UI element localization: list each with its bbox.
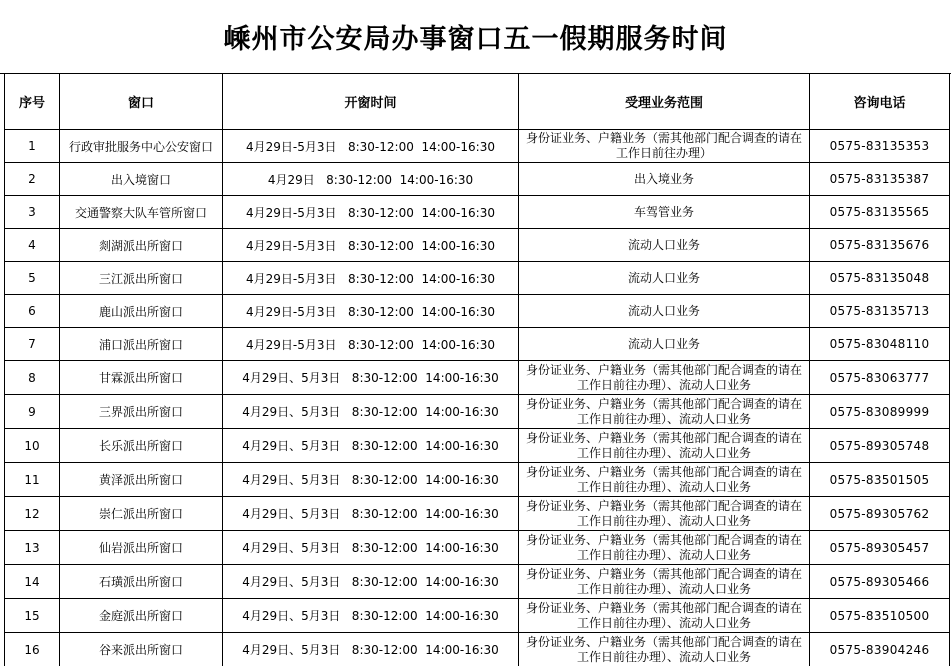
cell-phone[interactable]: 0575-83501505: [810, 463, 950, 497]
cell-window[interactable]: 黄泽派出所窗口: [60, 463, 223, 497]
cell-scope[interactable]: 身份证业务、户籍业务（需其他部门配合调查的请在工作日前往办理）、流动人口业务: [519, 565, 810, 599]
cell-scope[interactable]: 身份证业务、户籍业务（需其他部门配合调查的请在工作日前往办理）、流动人口业务: [519, 497, 810, 531]
cell-index[interactable]: 7: [5, 328, 60, 361]
cell-phone[interactable]: 0575-83135353: [810, 130, 950, 163]
cell-phone[interactable]: 0575-83135676: [810, 229, 950, 262]
cell-hours[interactable]: 4月29日、5月3日 8:30-12:00 14:00-16:30: [223, 531, 519, 565]
table-row: [5, 463, 950, 497]
table-row: [5, 531, 950, 565]
cell-hours[interactable]: 4月29日-5月3日 8:30-12:00 14:00-16:30: [223, 196, 519, 229]
cell-index[interactable]: 8: [5, 361, 60, 395]
cell-scope[interactable]: 流动人口业务: [519, 295, 810, 328]
table-body: [5, 130, 950, 666]
cell-phone[interactable]: 0575-83510500: [810, 599, 950, 633]
table-row: [5, 565, 950, 599]
cell-scope[interactable]: 身份证业务、户籍业务（需其他部门配合调查的请在工作日前往办理）、流动人口业务: [519, 463, 810, 497]
cell-scope[interactable]: 身份证业务、户籍业务（需其他部门配合调查的请在工作日前往办理）、流动人口业务: [519, 633, 810, 666]
cell-window[interactable]: 金庭派出所窗口: [60, 599, 223, 633]
cell-scope[interactable]: 身份证业务、户籍业务（需其他部门配合调查的请在工作日前往办理）、流动人口业务: [519, 395, 810, 429]
header-window[interactable]: 窗口: [60, 74, 223, 130]
cell-window[interactable]: 出入境窗口: [60, 163, 223, 196]
cell-window[interactable]: 浦口派出所窗口: [60, 328, 223, 361]
cell-window[interactable]: 仙岩派出所窗口: [60, 531, 223, 565]
table-row: [5, 196, 950, 229]
cell-scope[interactable]: 身份证业务、户籍业务（需其他部门配合调查的请在工作日前往办理）、流动人口业务: [519, 361, 810, 395]
cell-window[interactable]: 交通警察大队车管所窗口: [60, 196, 223, 229]
cell-phone[interactable]: 0575-89305762: [810, 497, 950, 531]
cell-hours[interactable]: 4月29日-5月3日 8:30-12:00 14:00-16:30: [223, 295, 519, 328]
sheet-title: 嵊州市公安局办事窗口五一假期服务时间: [0, 0, 951, 74]
cell-hours[interactable]: 4月29日、5月3日 8:30-12:00 14:00-16:30: [223, 395, 519, 429]
cell-window[interactable]: 鹿山派出所窗口: [60, 295, 223, 328]
cell-window[interactable]: 行政审批服务中心公安窗口: [60, 130, 223, 163]
table-row: [5, 163, 950, 196]
cell-hours[interactable]: 4月29日-5月3日 8:30-12:00 14:00-16:30: [223, 328, 519, 361]
table-row: [5, 361, 950, 395]
cell-scope[interactable]: 身份证业务、户籍业务（需其他部门配合调查的请在工作日前往办理）、流动人口业务: [519, 531, 810, 565]
cell-scope[interactable]: 出入境业务: [519, 163, 810, 196]
cell-hours[interactable]: 4月29日、5月3日 8:30-12:00 14:00-16:30: [223, 429, 519, 463]
cell-index[interactable]: 16: [5, 633, 60, 666]
cell-hours[interactable]: 4月29日、5月3日 8:30-12:00 14:00-16:30: [223, 599, 519, 633]
cell-hours[interactable]: 4月29日、5月3日 8:30-12:00 14:00-16:30: [223, 361, 519, 395]
header-hours[interactable]: 开窗时间: [223, 74, 519, 130]
cell-scope[interactable]: 身份证业务、户籍业务（需其他部门配合调查的请在工作日前往办理）、流动人口业务: [519, 429, 810, 463]
cell-index[interactable]: 11: [5, 463, 60, 497]
cell-hours[interactable]: 4月29日、5月3日 8:30-12:00 14:00-16:30: [223, 633, 519, 666]
header-row: [5, 74, 950, 130]
table-row: [5, 328, 950, 361]
cell-index[interactable]: 9: [5, 395, 60, 429]
cell-scope[interactable]: 身份证业务、户籍业务（需其他部门配合调查的请在工作日前往办理）、流动人口业务: [519, 599, 810, 633]
table-row: [5, 599, 950, 633]
cell-index[interactable]: 14: [5, 565, 60, 599]
cell-phone[interactable]: 0575-83089999: [810, 395, 950, 429]
cell-phone[interactable]: 0575-89305748: [810, 429, 950, 463]
cell-index[interactable]: 6: [5, 295, 60, 328]
cell-window[interactable]: 崇仁派出所窗口: [60, 497, 223, 531]
cell-scope[interactable]: 流动人口业务: [519, 262, 810, 295]
cell-scope[interactable]: 流动人口业务: [519, 328, 810, 361]
cell-phone[interactable]: 0575-89305457: [810, 531, 950, 565]
cell-hours[interactable]: 4月29日、5月3日 8:30-12:00 14:00-16:30: [223, 463, 519, 497]
header-index[interactable]: 序号: [5, 74, 60, 130]
cell-phone[interactable]: 0575-83135387: [810, 163, 950, 196]
cell-hours[interactable]: 4月29日-5月3日 8:30-12:00 14:00-16:30: [223, 130, 519, 163]
table-row: [5, 633, 950, 666]
cell-window[interactable]: 谷来派出所窗口: [60, 633, 223, 666]
header-phone[interactable]: 咨询电话: [810, 74, 950, 130]
table-row: [5, 229, 950, 262]
table-row: [5, 262, 950, 295]
cell-index[interactable]: 10: [5, 429, 60, 463]
cell-phone[interactable]: 0575-83135048: [810, 262, 950, 295]
cell-index[interactable]: 1: [5, 130, 60, 163]
cell-index[interactable]: 3: [5, 196, 60, 229]
cell-phone[interactable]: 0575-83048110: [810, 328, 950, 361]
cell-window[interactable]: 长乐派出所窗口: [60, 429, 223, 463]
cell-index[interactable]: 2: [5, 163, 60, 196]
cell-hours[interactable]: 4月29日-5月3日 8:30-12:00 14:00-16:30: [223, 229, 519, 262]
cell-window[interactable]: 剡湖派出所窗口: [60, 229, 223, 262]
cell-index[interactable]: 5: [5, 262, 60, 295]
cell-phone[interactable]: 0575-83904246: [810, 633, 950, 666]
table-row: [5, 130, 950, 163]
cell-index[interactable]: 4: [5, 229, 60, 262]
cell-window[interactable]: 甘霖派出所窗口: [60, 361, 223, 395]
cell-index[interactable]: 15: [5, 599, 60, 633]
cell-index[interactable]: 13: [5, 531, 60, 565]
table-row: [5, 295, 950, 328]
service-hours-table: [4, 73, 950, 666]
table-row: [5, 429, 950, 463]
cell-window[interactable]: 三江派出所窗口: [60, 262, 223, 295]
cell-window[interactable]: 三界派出所窗口: [60, 395, 223, 429]
cell-phone[interactable]: 0575-89305466: [810, 565, 950, 599]
cell-phone[interactable]: 0575-83135565: [810, 196, 950, 229]
cell-scope[interactable]: 流动人口业务: [519, 229, 810, 262]
table-row: [5, 395, 950, 429]
cell-phone[interactable]: 0575-83063777: [810, 361, 950, 395]
cell-window[interactable]: 石璜派出所窗口: [60, 565, 223, 599]
cell-hours[interactable]: 4月29日-5月3日 8:30-12:00 14:00-16:30: [223, 262, 519, 295]
table-row: [5, 497, 950, 531]
cell-scope[interactable]: 车驾管业务: [519, 196, 810, 229]
cell-index[interactable]: 12: [5, 497, 60, 531]
cell-hours[interactable]: 4月29日、5月3日 8:30-12:00 14:00-16:30: [223, 565, 519, 599]
cell-hours[interactable]: 4月29日 8:30-12:00 14:00-16:30: [223, 163, 519, 196]
cell-phone[interactable]: 0575-83135713: [810, 295, 950, 328]
header-scope[interactable]: 受理业务范围: [519, 74, 810, 130]
cell-hours[interactable]: 4月29日、5月3日 8:30-12:00 14:00-16:30: [223, 497, 519, 531]
cell-scope[interactable]: 身份证业务、户籍业务（需其他部门配合调查的请在工作日前往办理）: [519, 130, 810, 163]
